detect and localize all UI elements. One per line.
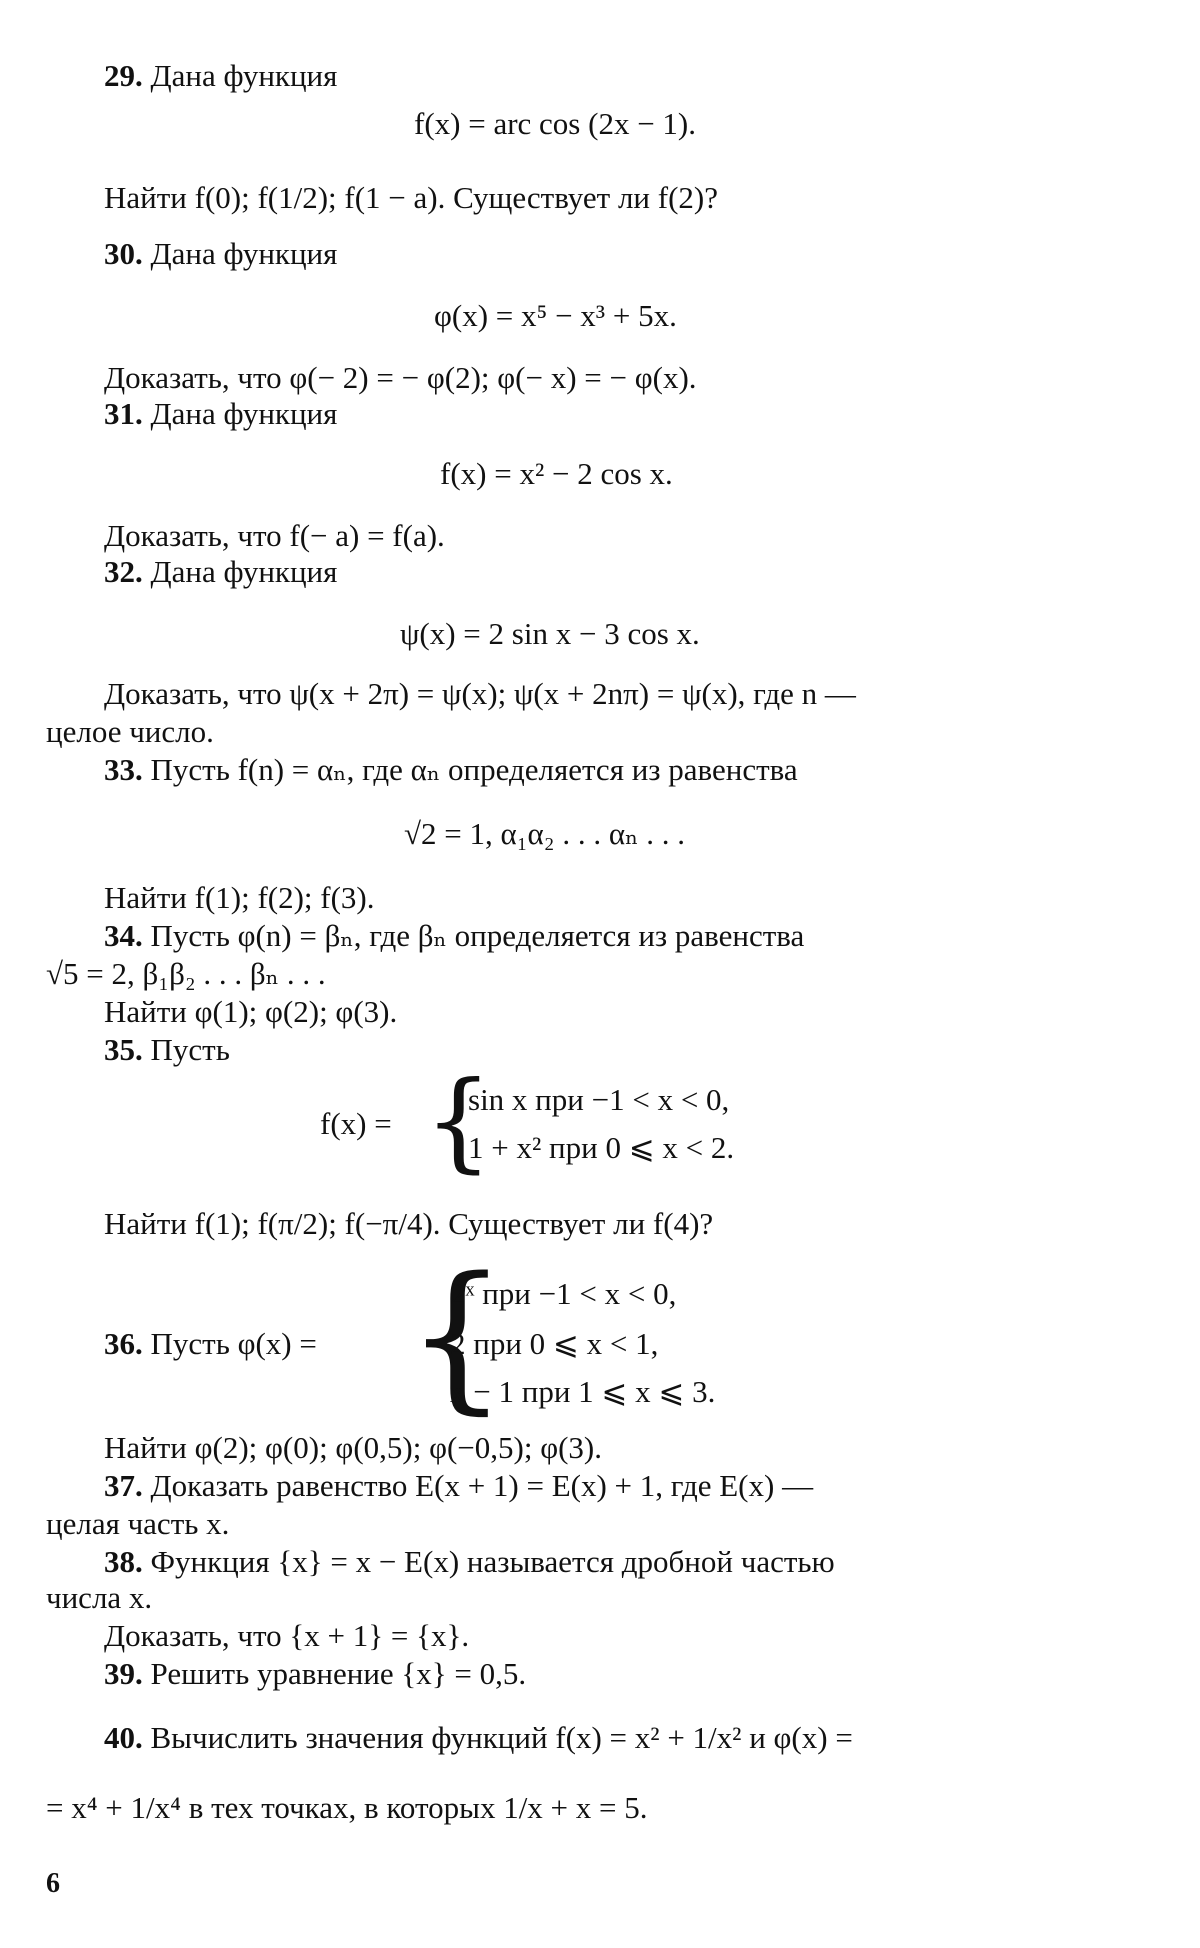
- problem-31-intro: [104, 396, 337, 432]
- problem-39-intro: [104, 1656, 526, 1692]
- left-brace-icon: {: [424, 1059, 493, 1184]
- problem-number: 38.: [104, 1544, 143, 1579]
- problem-35-task: Найти f(1); f(π/2); f(−π/4). Существует ли f(4)?: [104, 1206, 714, 1241]
- problem-31-formula: f(x) = x² − 2 cos x.: [440, 456, 673, 491]
- problem-40-intro: [104, 1720, 853, 1756]
- problem-29-intro: [104, 58, 337, 94]
- problem-33-task: Найти f(1); f(2); f(3).: [104, 880, 375, 915]
- problem-text: Дана функция: [150, 396, 338, 431]
- problem-36-case3: x − 1 при 1 ⩽ x ⩽ 3.: [450, 1374, 716, 1409]
- problem-32-task-line1: Доказать, что ψ(x + 2π) = ψ(x); ψ(x + 2nπ) = ψ(x), где n —: [104, 676, 856, 711]
- problem-31-task: Доказать, что f(− a) = f(a).: [104, 518, 445, 553]
- problem-35-intro: [104, 1032, 230, 1068]
- problem-text: Функция {x} = x − E(x) называется дробной частью: [150, 1544, 835, 1579]
- problem-37-intro: [104, 1468, 813, 1504]
- problem-text: Пусть: [150, 1032, 230, 1067]
- problem-34-task: Найти φ(1); φ(2); φ(3).: [104, 994, 398, 1029]
- problem-text: Пусть φ(n) = βₙ, где βₙ определяется из равенства: [150, 918, 805, 953]
- problem-number: 29.: [104, 58, 143, 93]
- problem-text: Вычислить значения функций f(x) = x² + 1/x² и φ(x) =: [150, 1720, 853, 1755]
- problem-number: 36.: [104, 1326, 143, 1361]
- problem-text: Пусть f(n) = αₙ, где αₙ определяется из равенства: [150, 752, 798, 787]
- problem-number: 34.: [104, 918, 143, 953]
- problem-32-task-line2: целое число.: [46, 714, 214, 749]
- problem-38-intro: [104, 1544, 835, 1580]
- problem-35-lhs: f(x) =: [320, 1106, 392, 1141]
- problem-32-intro: [104, 554, 337, 590]
- problem-30-intro: [104, 236, 337, 272]
- problem-36-case2: 2 при 0 ⩽ x < 1,: [450, 1326, 659, 1361]
- problem-33-intro: [104, 752, 798, 788]
- problem-text: Дана функция: [150, 236, 338, 271]
- left-brace-icon: {: [406, 1242, 508, 1429]
- problem-number: 30.: [104, 236, 143, 271]
- problem-35-case1: sin x при −1 < x < 0,: [468, 1082, 730, 1117]
- problem-38-task: Доказать, что {x + 1} = {x}.: [104, 1618, 470, 1653]
- problem-36-task: Найти φ(2); φ(0); φ(0,5); φ(−0,5); φ(3).: [104, 1430, 602, 1465]
- problem-29-task: Найти f(0); f(1/2); f(1 − a). Существует ли f(2)?: [104, 180, 718, 215]
- problem-33-formula: √2 = 1, α₁α₂ . . . αₙ . . .: [404, 816, 685, 851]
- page-number: 6: [46, 1868, 60, 1899]
- problem-number: 31.: [104, 396, 143, 431]
- problem-number: 39.: [104, 1656, 143, 1691]
- problem-35-case2: 1 + x² при 0 ⩽ x < 2.: [468, 1130, 735, 1165]
- problem-34-text-line2: √5 = 2, β₁β₂ . . . βₙ . . .: [46, 956, 326, 991]
- problem-number: 33.: [104, 752, 143, 787]
- problem-text: Решить уравнение {x} = 0,5.: [150, 1656, 527, 1691]
- problem-text: Пусть φ(x) =: [150, 1326, 317, 1361]
- problem-number: 35.: [104, 1032, 143, 1067]
- problem-30-task: Доказать, что φ(− 2) = − φ(2); φ(− x) = − φ(x).: [104, 360, 697, 395]
- problem-number: 40.: [104, 1720, 143, 1755]
- problem-text: Доказать равенство E(x + 1) = E(x) + 1, где E(x) —: [150, 1468, 814, 1503]
- problem-text: Дана функция: [150, 554, 338, 589]
- problem-32-formula: ψ(x) = 2 sin x − 3 cos x.: [400, 616, 700, 651]
- problem-36-intro: [104, 1326, 317, 1362]
- problem-text: Дана функция: [150, 58, 338, 93]
- problem-38-text-line2: числа x.: [46, 1580, 153, 1615]
- problem-number: 37.: [104, 1468, 143, 1503]
- problem-number: 32.: [104, 554, 143, 589]
- problem-30-formula: φ(x) = x⁵ − x³ + 5x.: [434, 298, 677, 333]
- problem-37-text-line2: целая часть x.: [46, 1506, 230, 1541]
- problem-34-intro: [104, 918, 804, 954]
- problem-36-case1: 2ˣ при −1 < x < 0,: [450, 1276, 677, 1311]
- problem-40-text-line2: = x⁴ + 1/x⁴ в тех точках, в которых 1/x + x = 5.: [46, 1790, 648, 1825]
- problem-29-formula: f(x) = arc cos (2x − 1).: [414, 106, 696, 141]
